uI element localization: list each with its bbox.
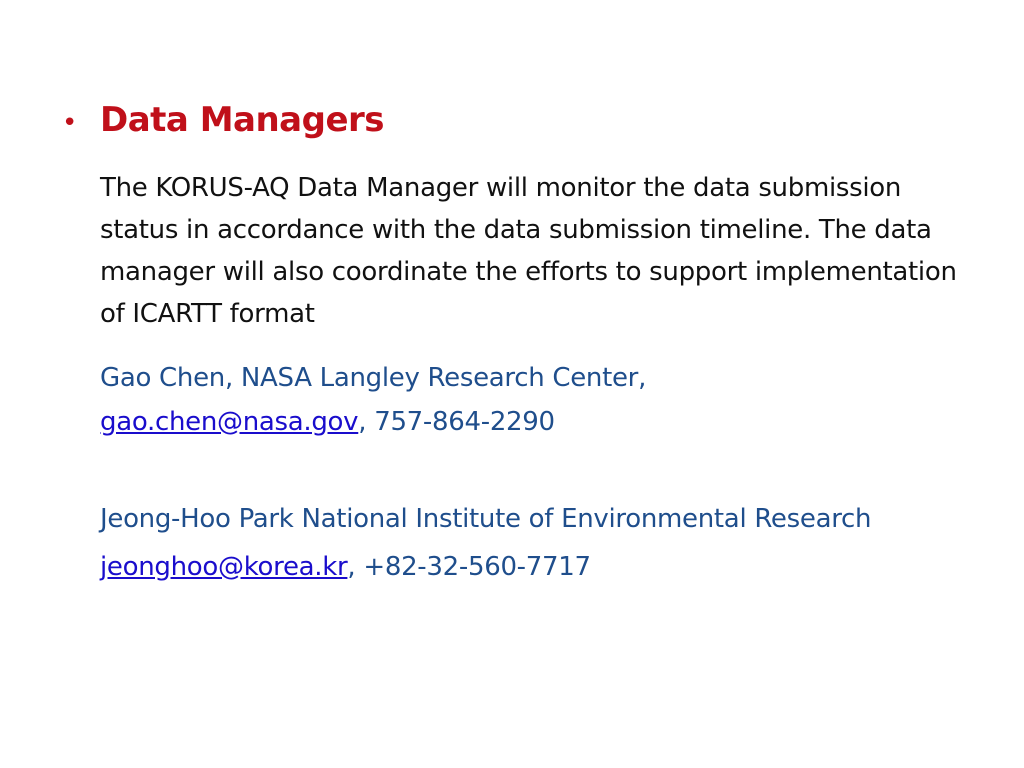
description-paragraph: The KORUS-AQ Data Manager will monitor the data submission status in accordance with the data submission timeline. The data manager will also coordinate the efforts to support implementation of ICARTT format	[100, 173, 957, 329]
bullet-heading-row	[62, 96, 384, 147]
contact-name-affiliation: Gao Chen, NASA Langley Research Center,	[100, 363, 647, 393]
phone-number: +82-32-560-7717	[355, 552, 591, 582]
contact-name-affiliation: Jeong-Hoo Park National Institute of Environmental Research	[100, 504, 872, 534]
email-link[interactable]: gao.chen@nasa.gov	[100, 407, 359, 437]
contact-block-gao-chen	[100, 356, 646, 444]
email-link[interactable]: jeonghoo@korea.kr	[100, 552, 348, 582]
contact-block-jeong-hoo-park	[100, 497, 871, 589]
separator: ,	[347, 552, 356, 582]
phone-number: 757-864-2290	[366, 407, 555, 437]
section-heading: Data Managers	[100, 100, 385, 140]
contact-email-phone-line	[100, 545, 871, 589]
contact-email-phone-line	[100, 400, 646, 444]
separator: ,	[358, 407, 367, 437]
bullet-marker: •	[62, 108, 78, 138]
